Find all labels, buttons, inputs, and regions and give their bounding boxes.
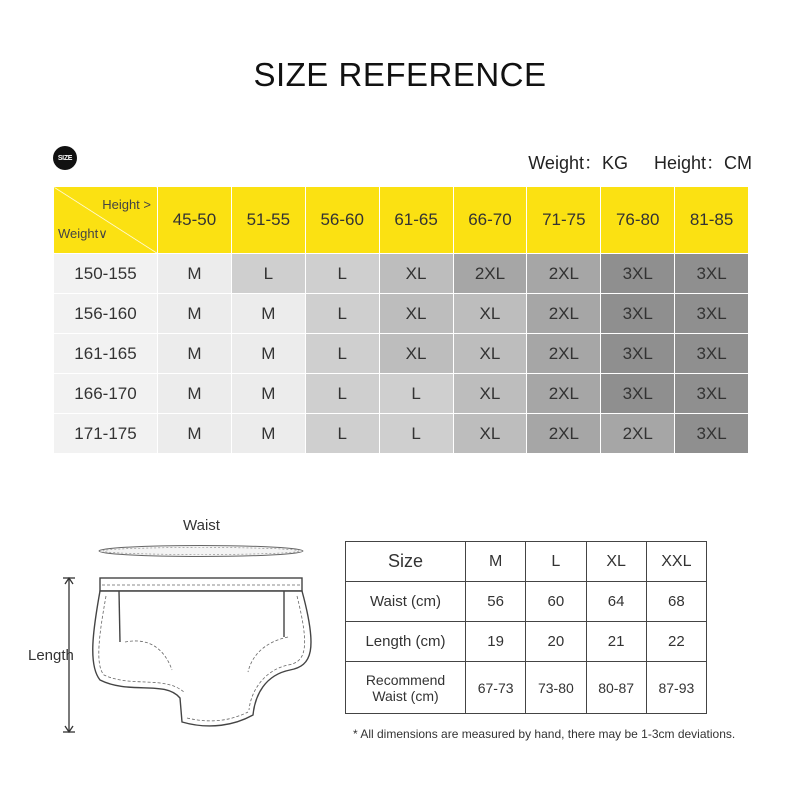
- column-header: 56-60: [305, 187, 379, 254]
- size-cell: 3XL: [601, 374, 675, 414]
- column-header: 51-55: [231, 187, 305, 254]
- size-cell: L: [231, 254, 305, 294]
- size-cell: XL: [453, 294, 527, 334]
- size-cell: M: [231, 294, 305, 334]
- size-cell: 2XL: [527, 294, 601, 334]
- column-header: 76-80: [601, 187, 675, 254]
- length-row-label: Length (cm): [346, 622, 466, 662]
- waist-row-label: Waist (cm): [346, 582, 466, 622]
- size-cell: L: [379, 374, 453, 414]
- weight-unit-label: Weight：KG: [528, 153, 628, 173]
- size-cell: M: [231, 374, 305, 414]
- size-column-header: L: [526, 542, 586, 582]
- size-cell: XL: [453, 414, 527, 454]
- recommend-value: 87-93: [646, 662, 706, 714]
- size-cell: XL: [453, 334, 527, 374]
- column-header: 45-50: [158, 187, 232, 254]
- length-value: 19: [466, 622, 526, 662]
- size-cell: 3XL: [675, 334, 749, 374]
- size-badge-icon: SIZE: [53, 146, 77, 170]
- size-chart-row: [54, 294, 749, 334]
- length-value: 20: [526, 622, 586, 662]
- size-header-label: Size: [346, 542, 466, 582]
- waist-label: Waist: [183, 517, 220, 534]
- row-header: 171-175: [54, 414, 158, 454]
- size-chart-row: [54, 374, 749, 414]
- length-row: [346, 622, 707, 662]
- size-cell: M: [158, 334, 232, 374]
- waist-row: [346, 582, 707, 622]
- size-chart-row: [54, 414, 749, 454]
- size-cell: M: [158, 254, 232, 294]
- recommend-label-line2: Waist (cm): [372, 687, 439, 704]
- corner-weight-label: Weight∨: [58, 226, 108, 241]
- size-cell: M: [231, 414, 305, 454]
- measurement-header-row: [346, 542, 707, 582]
- column-header: 66-70: [453, 187, 527, 254]
- recommend-waist-row: [346, 662, 707, 714]
- size-chart-corner-cell: [54, 187, 158, 254]
- waist-value: 64: [586, 582, 646, 622]
- row-header: 150-155: [54, 254, 158, 294]
- waist-ellipse-icon: [99, 546, 303, 557]
- briefs-shape-icon: [93, 578, 311, 726]
- recommend-value: 67-73: [466, 662, 526, 714]
- size-chart-table: [53, 186, 749, 454]
- waist-value: 56: [466, 582, 526, 622]
- waist-value: 60: [526, 582, 586, 622]
- length-label: Length: [28, 647, 74, 664]
- corner-height-label: Height >: [102, 197, 151, 212]
- column-header: 71-75: [527, 187, 601, 254]
- size-chart-body: [54, 254, 749, 454]
- size-cell: M: [158, 294, 232, 334]
- size-cell: 3XL: [675, 414, 749, 454]
- size-cell: L: [305, 374, 379, 414]
- size-cell: M: [231, 334, 305, 374]
- size-cell: 2XL: [453, 254, 527, 294]
- size-cell: L: [305, 334, 379, 374]
- size-cell: 3XL: [601, 294, 675, 334]
- measurement-note: * All dimensions are measured by hand, there may be 1-3cm deviations.: [353, 727, 736, 741]
- size-cell: L: [305, 414, 379, 454]
- size-cell: 3XL: [675, 374, 749, 414]
- page-title: SIZE REFERENCE: [253, 56, 547, 93]
- size-cell: XL: [379, 294, 453, 334]
- size-chart-header-row: [54, 187, 749, 254]
- size-column-header: XL: [586, 542, 646, 582]
- size-chart-row: [54, 334, 749, 374]
- size-chart-row: [54, 254, 749, 294]
- measurement-table: [345, 541, 707, 714]
- size-column-header: XXL: [646, 542, 706, 582]
- size-cell: M: [158, 414, 232, 454]
- row-header: 161-165: [54, 334, 158, 374]
- size-cell: 2XL: [601, 414, 675, 454]
- row-header: 166-170: [54, 374, 158, 414]
- height-unit-label: Height：CM: [653, 153, 752, 173]
- size-cell: L: [379, 414, 453, 454]
- size-cell: L: [305, 294, 379, 334]
- column-header: 81-85: [675, 187, 749, 254]
- size-cell: XL: [379, 254, 453, 294]
- size-cell: 2XL: [527, 334, 601, 374]
- size-cell: 2XL: [527, 374, 601, 414]
- size-cell: 3XL: [675, 254, 749, 294]
- size-cell: 2XL: [527, 254, 601, 294]
- recommend-value: 80-87: [586, 662, 646, 714]
- size-column-header: M: [466, 542, 526, 582]
- recommend-row-label: [346, 662, 466, 714]
- length-value: 21: [586, 622, 646, 662]
- recommend-value: 73-80: [526, 662, 586, 714]
- size-cell: XL: [453, 374, 527, 414]
- size-cell: 3XL: [601, 254, 675, 294]
- size-cell: 2XL: [527, 414, 601, 454]
- size-cell: 3XL: [601, 334, 675, 374]
- recommend-label-line1: Recommend: [365, 671, 446, 688]
- column-header: 61-65: [379, 187, 453, 254]
- length-value: 22: [646, 622, 706, 662]
- size-cell: 3XL: [675, 294, 749, 334]
- size-cell: L: [305, 254, 379, 294]
- units-legend: [528, 149, 752, 175]
- briefs-illustration-icon: [20, 510, 340, 750]
- size-cell: XL: [379, 334, 453, 374]
- size-cell: M: [158, 374, 232, 414]
- waist-value: 68: [646, 582, 706, 622]
- row-header: 156-160: [54, 294, 158, 334]
